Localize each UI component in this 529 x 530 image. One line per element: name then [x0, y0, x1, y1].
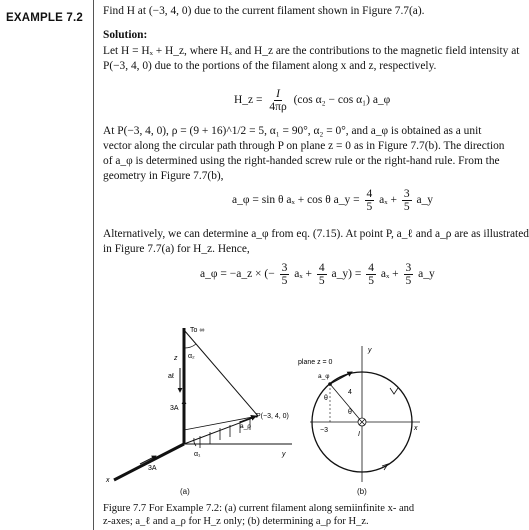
problem-statement: Find H at (−3, 4, 0) due to the current filament shown in Figure 7.7(a). — [103, 5, 425, 17]
eq3-f3n: 4 — [368, 262, 374, 274]
para2-line4: geometry in Figure 7.7(b), — [103, 170, 224, 182]
alpha1-label: α₁ — [194, 451, 201, 458]
eq3-f2n: 4 — [318, 262, 325, 274]
subfig-b-label: (b) — [357, 487, 367, 496]
x-axis-filament — [114, 444, 184, 480]
para3-line1: Alternatively, we can determine a_φ from eq. (7.15). At point P, a_ℓ and a_ρ are as illustrated — [103, 228, 529, 240]
margin-rule — [93, 0, 94, 530]
b-x-label: x — [414, 425, 418, 432]
para3-line2: in Figure 7.7(a) for H_z. Hence, — [103, 243, 250, 255]
eq2-f1d: 5 — [366, 201, 373, 213]
eq2-f1n: 4 — [366, 188, 373, 200]
eq2-t2: a_y — [416, 194, 434, 207]
b-radius — [330, 384, 362, 422]
caption-line2: z-axes; a_ℓ and a_ρ for H_z only; (b) determining a_ρ for H_z. — [103, 516, 369, 527]
eq1-den: 4πρ — [269, 101, 287, 113]
point-p-label: P(−3, 4, 0) — [256, 413, 289, 420]
eq2-t1: aₓ + — [379, 194, 397, 207]
eq3-lhs: a_φ = −a_z × (− — [200, 268, 275, 281]
eq1-lhs: H_z = — [234, 94, 263, 107]
alpha2-label: α₂ — [188, 353, 195, 360]
four-label: 4 — [348, 389, 352, 396]
eq1-num: I — [276, 88, 280, 100]
eq3-f3d: 5 — [368, 275, 374, 287]
eq3-f4n: 3 — [405, 262, 412, 274]
figure-7-7a — [100, 318, 300, 490]
eq3-f4d: 5 — [405, 275, 412, 287]
y-label: y — [282, 451, 286, 458]
figure-7-7b — [290, 326, 425, 486]
eq3-f1n: 3 — [281, 262, 288, 274]
eq3-t1: aₓ + — [294, 268, 313, 281]
para2-line1: At P(−3, 4, 0), ρ = (9 + 16)^1/2 = 5, α₁ = 90°, α₂ = 0°, and a_φ is obtained as a unit — [103, 125, 482, 137]
z-label: z — [174, 355, 178, 362]
3a-z-label: 3A — [170, 405, 179, 412]
eq3-t4: a_y — [418, 268, 435, 281]
caption-line1: Figure 7.7 For Example 7.2: (a) current filament along semiinfinite x- and — [103, 503, 415, 514]
b-y-label: y — [368, 347, 372, 354]
rho-line — [184, 416, 258, 444]
equation-aphi-geometry — [232, 188, 433, 213]
para1-line2: P(−3, 4, 0) due to the portions of the filament along x and z, respectively. — [103, 60, 437, 72]
subfig-a-label: (a) — [180, 487, 190, 496]
eq2-f2n: 3 — [403, 188, 410, 200]
equation-aphi-cross — [200, 262, 435, 287]
para1-line1: Let H = Hₓ + H_z, where Hₓ and H_z are the contributions to the magnetic field intensity at — [103, 45, 520, 57]
plane-label: plane z = 0 — [298, 359, 333, 366]
ap-label: a_ρ — [240, 423, 251, 430]
theta2-label: θ — [348, 409, 352, 416]
para2-line3: of a_φ is determined using the right-handed screw rule or the right-hand rule. From the — [103, 155, 500, 167]
eq3-t3: aₓ + — [380, 268, 399, 281]
eq3-f2d: 5 — [318, 275, 325, 287]
current-i-label: I — [358, 431, 360, 438]
theta1-label: θ — [324, 395, 328, 402]
solution-heading: Solution: — [103, 29, 148, 41]
eq3-f1d: 5 — [281, 275, 288, 287]
example-label: EXAMPLE 7.2 — [6, 12, 83, 24]
aphi-label: a_φ — [318, 373, 330, 380]
eq3-t2: a_y) = — [331, 268, 362, 281]
al-label: aℓ — [168, 373, 175, 380]
eq2-lhs: a_φ = sin θ aₓ + cos θ a_y = — [232, 194, 360, 207]
line-to-p — [184, 330, 258, 416]
minus3-label: −3 — [320, 427, 328, 434]
equation-hz — [234, 88, 390, 113]
to-infinity-label: To ∞ — [190, 327, 205, 334]
para2-line2: vector along the circular path through P on plane z = 0 as in Figure 7.7(b). The direction — [103, 140, 505, 152]
eq1-rhs: (cos α₂ − cos α₁) a_φ — [293, 94, 391, 107]
aphi-arrow — [330, 372, 352, 384]
x-label: x — [106, 477, 110, 484]
eq2-f2d: 5 — [403, 201, 410, 213]
3a-x-label: 3A — [148, 465, 157, 472]
